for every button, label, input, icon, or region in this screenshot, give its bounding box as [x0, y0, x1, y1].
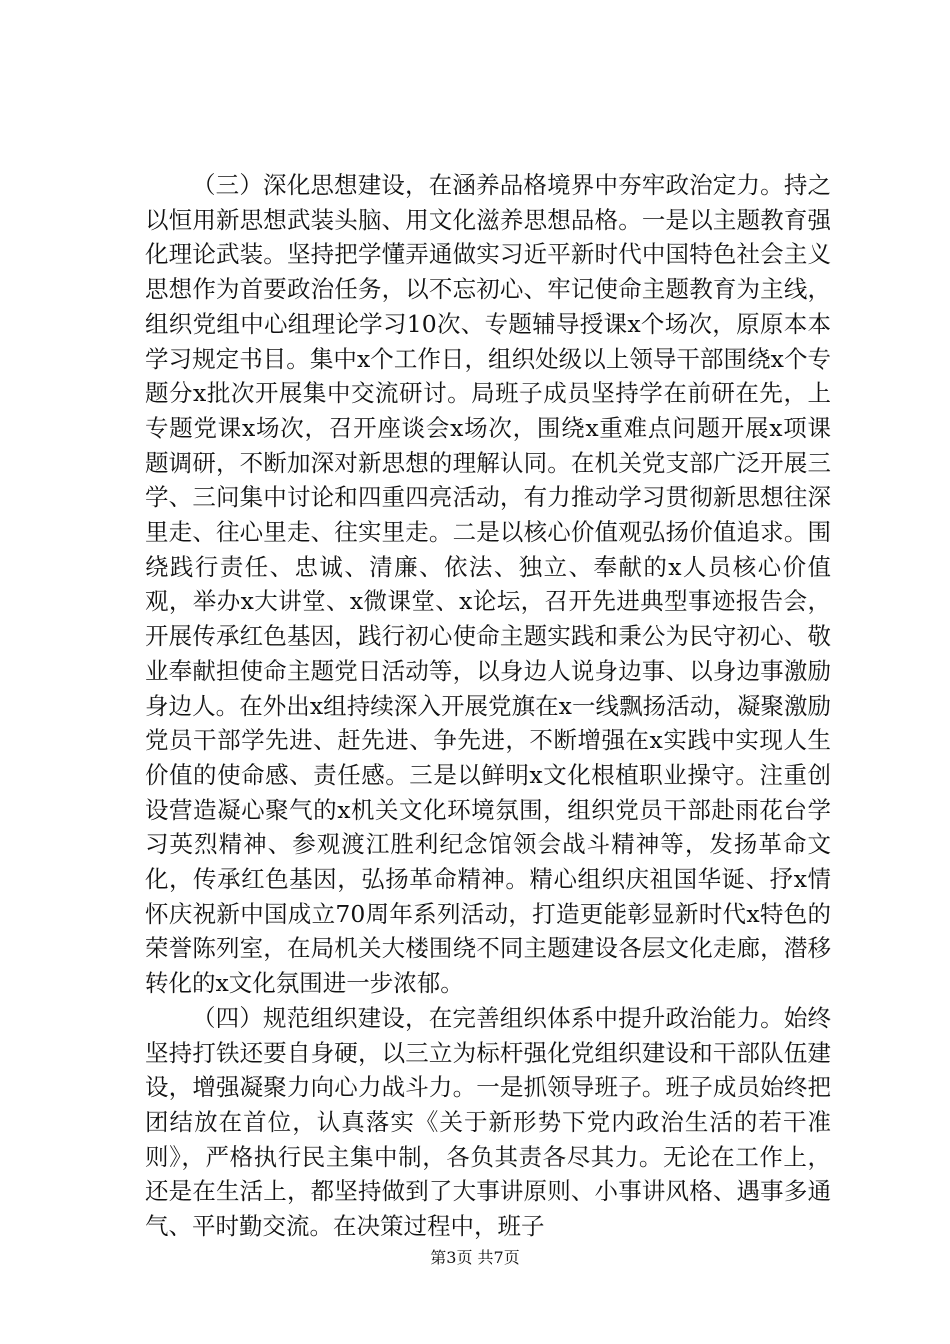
page-footer: 第3页 共7页 — [430, 1248, 520, 1267]
paragraph-section-4: （四）规范组织建设，在完善组织体系中提升政治能力。始终坚持打铁还要自身硬，以三立为标杆强化党组织建设和干部队伍建设，增强凝聚力向心力战斗力。一是抓领导班子。班子成员始终把团结放在首位，认真落实《关于新形势下党内政治生活的若干准则》，严格执行民主集中制，各负其责各尽其力。无论在工作上，还是在生活上，都坚持做到了大事讲原则、小事讲风格、遇事多通气、平时勤交流。在决策过程中，班子 — [145, 1003, 831, 1241]
paragraph-section-3: （三）深化思想建设，在涵养品格境界中夯牢政治定力。持之以恒用新思想武装头脑、用文化滋养思想品格。一是以主题教育强化理论武装。坚持把学懂弄通做实习近平新时代中国特色社会主义思想作为首要政治任务，以不忘初心、牢记使命主题教育为主线，组织党组中心组理论学习10次、专题辅导授课x个场次，原原本本学习规定书目。集中x个工作日，组织处级以上领导干部围绕x个专题分x批次开展集中交流研讨。局班子成员坚持学在前研在先，上专题党课x场次，召开座谈会x场次，围绕x重难点问题开展x项课题调研，不断加深对新思想的理解认同。在机关党支部广泛开展三学、三问集中讨论和四重四亮活动，有力推动学习贯彻新思想往深里走、往心里走、往实里走。二是以核心价值观弘扬价值追求。围绕践行责任、忠诚、清廉、依法、独立、奉献的x人员核心价值观，举办x大讲堂、x微课堂、x论坛，召开先进典型事迹报告会，开展传承红色基因，践行初心使命主题实践和秉公为民守初心、敬业奉献担使命主题党日活动等，以身边人说身边事、以身边事激励身边人。在外出x组持续深入开展党旗在x一线飘扬活动，凝聚激励党员干部学先进、赶先进、争先进，不断增强在x实践中实现人生价值的使命感、责任感。三是以鲜明x文化根植职业操守。注重创设营造凝心聚气的x机关文化环境氛围，组织党员干部赴雨花台学习英烈精神、参观渡江胜利纪念馆领会战斗精神等，发扬革命文化，传承红色基因，弘扬革命精神。精心组织庆祖国华诞、抒x情怀庆祝新中国成立70周年系列活动，打造更能彰显新时代x特色的荣誉陈列室，在局机关大楼围绕不同主题建设各层文化走廊，潜移转化的x文化氛围进一步浓郁。 — [145, 171, 831, 998]
body-text — [145, 168, 831, 1244]
